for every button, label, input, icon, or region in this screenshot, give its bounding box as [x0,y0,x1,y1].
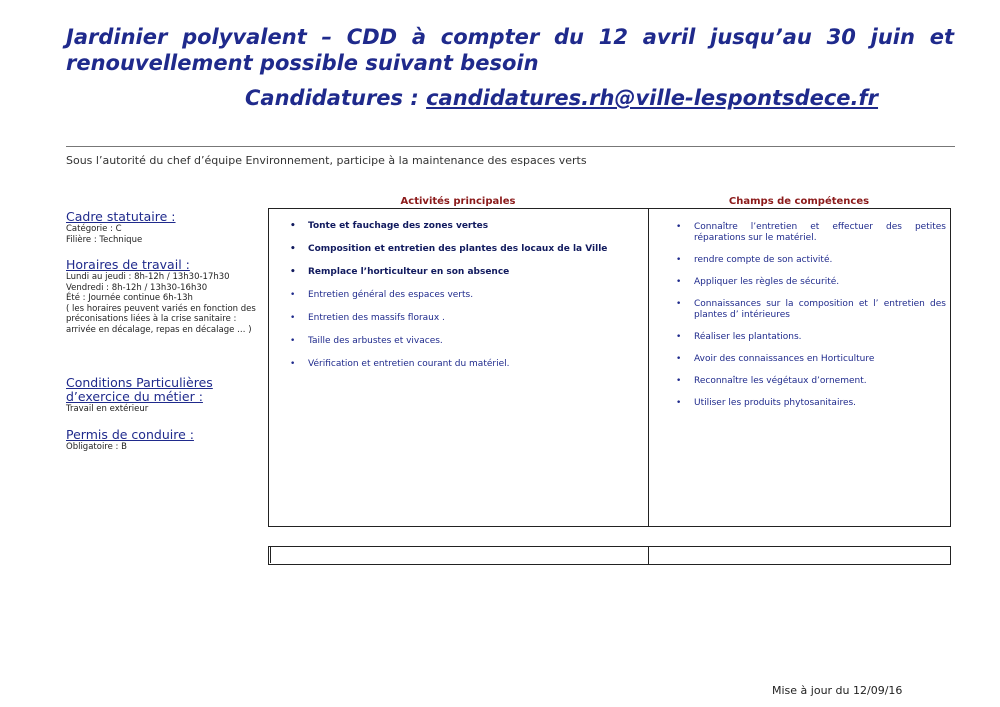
activite-item: • Entretien général des espaces verts. [282,290,640,301]
activite-item: • Remplace l’horticulteur en son absence [282,267,640,278]
candidatures [245,86,878,110]
horaires-heading: Horaires de travail : [66,257,190,272]
activite-item: • Taille des arbustes et vivaces. [282,336,640,347]
intro-text: Sous l’autorité du chef d’équipe Environnement, participe à la maintenance des espaces verts [66,154,587,167]
competence-item: • Avoir des connaissances en Horticulture [668,354,946,365]
activite-item: • Composition et entretien des plantes des locaux de la Ville [282,244,640,255]
job-title [66,24,954,76]
competence-item: • Reconnaître les végétaux d’ornement. [668,376,946,387]
competence-item: • Appliquer les règles de sécurité. [668,277,946,288]
activite-item: • Tonte et fauchage des zones vertes [282,221,640,232]
cadre-heading: Cadre statutaire : [66,209,176,224]
competence-item: • rendre compte de son activité. [668,255,946,266]
competences-heading: Champs de compétences [728,196,870,207]
activite-item: • Entretien des massifs floraux . [282,313,640,324]
permis-heading: Permis de conduire : [66,427,194,442]
conditions-section [66,376,226,415]
competence-item: • Utiliser les produits phytosanitaires. [668,398,946,409]
competences-list [668,222,946,420]
empty-table-divider [648,546,649,564]
empty-table [268,546,951,565]
job-title-line-1: Jardinier polyvalent – CDD à compter du 12 avril jusqu’au 30 juin et [66,25,954,49]
activites-heading: Activités principales [400,196,516,207]
candidatures-email-link[interactable]: candidatures.rh@ville-lespontsdece.fr [426,86,879,110]
header-divider [66,146,955,147]
competence-item: • Connaissances sur la composition et l’ entretien des plantes d’ intérieures [668,299,946,321]
empty-table-left-rule [270,547,271,563]
permis-section [66,428,266,453]
conditions-text: Travail en extérieur [66,404,149,414]
update-date: Mise à jour du 12/09/16 [772,684,903,697]
cadre-section [66,210,266,245]
job-title-line-2: renouvellement possible suivant besoin [66,51,539,75]
competence-item: • Réaliser les plantations. [668,332,946,343]
competence-item: • Connaître l’entretien et effectuer des petites réparations sur le matériel. [668,222,946,244]
candidatures-label: Candidatures : [245,86,427,110]
cadre-text: Catégorie : C Filière : Technique [66,224,143,245]
horaires-section [66,258,264,335]
main-table-divider [648,208,649,526]
horaires-text: Lundi au jeudi : 8h-12h / 13h30-17h30 Vendredi : 8h-12h / 13h30-16h30 Été : Journée continue 6h-13h ( les horaires peuvent variés en fonction des préconisations liées à la crise sanitaire : arrivée en décalage, repas en décalage … ) [66,272,256,335]
activites-list [282,221,640,382]
activite-item: • Vérification et entretien courant du matériel. [282,359,640,370]
conditions-heading: Conditions Particulières d’exercice du métier : [66,375,213,404]
permis-text: Obligatoire : B [66,442,127,452]
